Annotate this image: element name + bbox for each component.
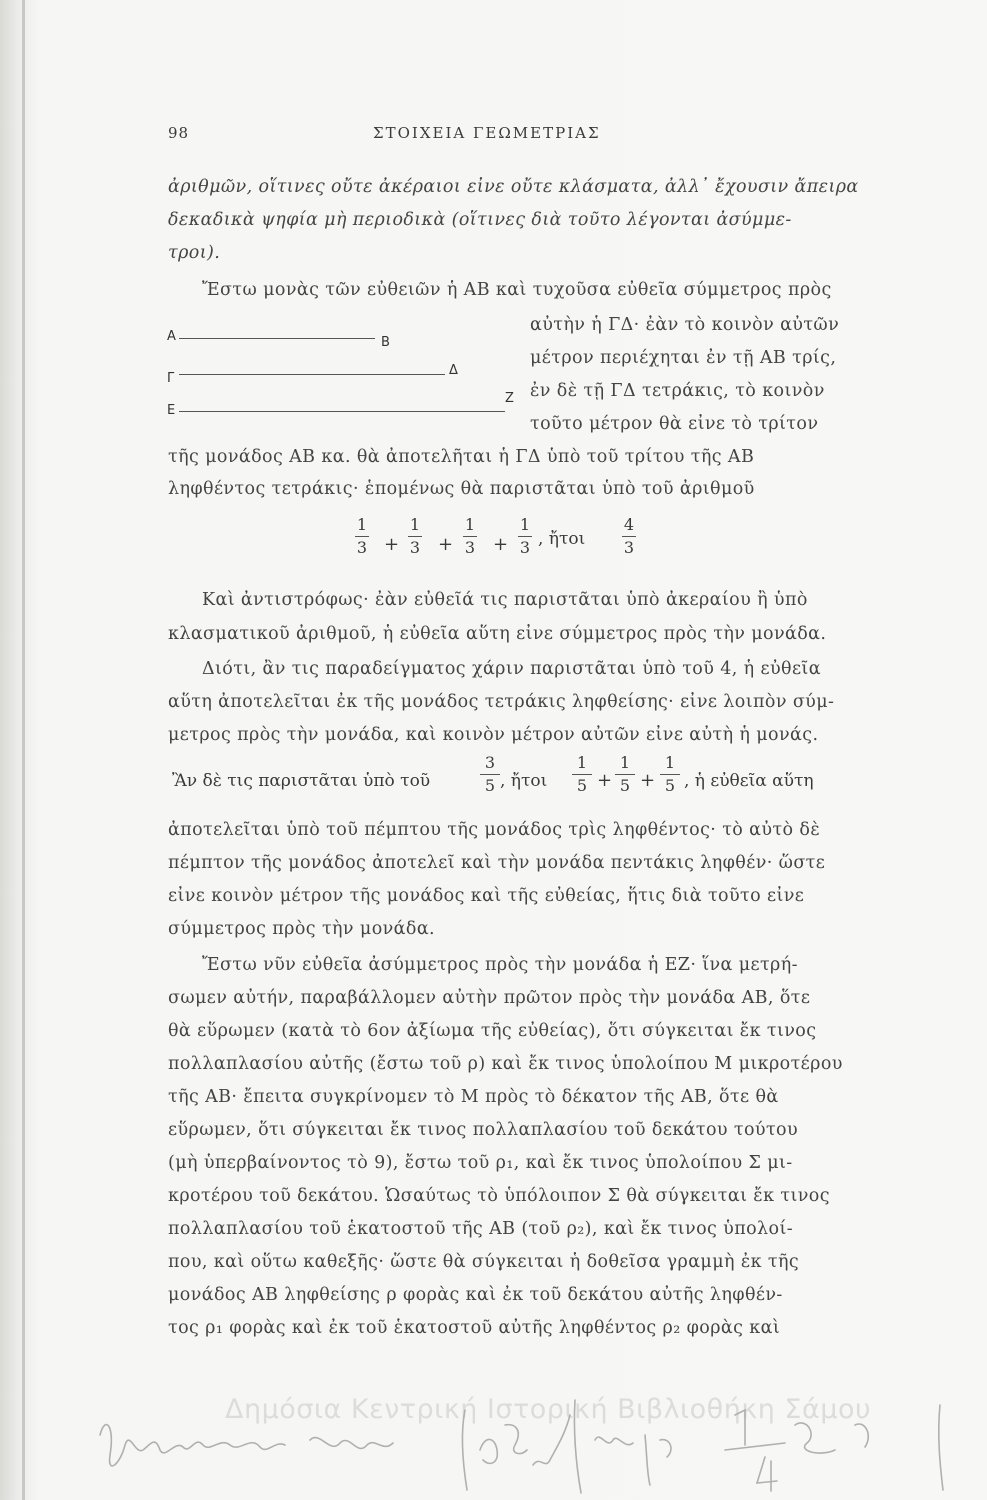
fraction: 1 3 [409, 515, 421, 557]
fraction: 1 3 [519, 515, 531, 557]
text-line: κλασματικοῦ ἀριθμοῦ, ἡ εὐθεῖα αὕτη εἶνε σύμμετρος πρὸς τὴν μονάδα. [168, 624, 827, 644]
text-line: τῆς ΑΒ· ἔπειτα συγκρίνομεν τὸ Μ πρὸς τὸ δέκατον τῆς ΑΒ, ὅτε θὰ [168, 1087, 779, 1107]
text-line: μέτρον περιέχηται ἐν τῇ ΑΒ τρίς, [530, 348, 837, 368]
page-number: 98 [168, 124, 190, 142]
text-line: εὕρωμεν, ὅτι σύγκειται ἔκ τινος πολλαπλασίου τοῦ δεκάτου τούτου [168, 1120, 799, 1140]
text-line: (μὴ ὑπερβαίνοντος τὸ 9), ἔστω τοῦ ρ₁, καὶ ἔκ τινος ὑπολοίπου Σ μι- [168, 1153, 793, 1173]
equation-text: , ἤτοι [538, 529, 586, 549]
label-a: Α [167, 329, 176, 344]
plus-sign: + [597, 770, 613, 791]
fraction: 3 5 [480, 753, 500, 796]
fraction: 1 3 [464, 515, 476, 557]
equation-four-thirds [350, 515, 750, 575]
text-line: τοῦτο μέτρον θὰ εἶνε τὸ τρίτον [530, 414, 819, 434]
text-line: εἶνε κοινὸν μέτρον τῆς μονάδος καὶ τῆς εὐθείας, ἥτις διὰ τοῦτο εἶνε [168, 886, 805, 906]
plus-sign: + [640, 770, 656, 791]
text-line: θὰ εὕρωμεν (κατὰ τὸ 6ον ἀξίωμα τῆς εὐθείας), ὅτι σύγκειται ἔκ τινος [168, 1021, 817, 1041]
text-line: αὐτὴν ἡ ΓΔ· ἐὰν τὸ κοινὸν αὐτῶν [530, 315, 840, 335]
handwritten-annotation [95, 1395, 975, 1495]
text-line: πέμπτον τῆς μονάδος ἀποτελεῖ καὶ τὴν μονάδα πεντάκις ληφθέν· ὥστε [168, 853, 826, 873]
text-line: μονάδος ΑΒ ληφθείσης ρ φορὰς καὶ ἐκ τοῦ δεκάτου αὐτῆς ληφθέν- [168, 1285, 783, 1305]
fraction-result: 4 3 [623, 515, 635, 557]
segments-figure [165, 325, 525, 430]
text-line: πολλαπλασίου αὐτῆς (ἔστω τοῦ ρ) καὶ ἔκ τινος ὑπολοίπου Μ μικροτέρου [168, 1054, 843, 1074]
segment-ez [179, 411, 505, 412]
equation-text: , ἤτοι [500, 771, 548, 791]
plus-sign: + [384, 534, 400, 555]
text-line: Καὶ ἀντιστρόφως· ἐὰν εὐθεῖά τις παριστᾶται ὑπὸ ἀκεραίου ἢ ὑπὸ [202, 590, 808, 610]
text-line: τῆς μονάδος ΑΒ κα. θὰ ἀποτελῆται ἡ ΓΔ ὑπὸ τοῦ τρίτου τῆς ΑΒ [168, 447, 755, 467]
label-z: Ζ [505, 391, 514, 406]
equation-text: Ἂν δὲ τις παριστᾶται ὑπὸ τοῦ [172, 771, 431, 791]
fraction: 1 5 [615, 753, 635, 796]
text-line: τροι). [168, 243, 221, 263]
plus-sign: + [438, 534, 454, 555]
text-line: Διότι, ἂν τις παραδείγματος χάριν παριστᾶται ὑπὸ τοῦ 4, ἡ εὐθεῖα [202, 659, 821, 679]
fraction: 1 5 [660, 753, 680, 796]
text-line: δεκαδικὰ ψηφία μὴ περιοδικὰ (οἵτινες διὰ τοῦτο λέγονται ἀσύμμε- [168, 210, 792, 230]
text-line: που, καὶ οὕτω καθεξῆς· ὥστε θὰ σύγκειται ἡ δοθεῖσα γραμμὴ ἐκ τῆς [168, 1252, 800, 1272]
text-line: ἀποτελεῖται ὑπὸ τοῦ πέμπτου τῆς μονάδος τρὶς ληφθέντος· τὸ αὐτὸ δὲ [168, 820, 821, 840]
text-line: μετρος πρὸς τὴν μονάδα, καὶ κοινὸν μέτρον αὐτῶν εἶνε αὐτὴ ἡ μονάς. [168, 725, 819, 745]
library-watermark: Δημόσια Κεντρική Ιστορική Βιβλιοθήκη Σάμου [225, 1394, 872, 1425]
text-line: σωμεν αὐτήν, παραβάλλομεν αὐτὴν πρῶτον πρὸς τὴν μονάδα ΑΒ, ὅτε [168, 988, 811, 1008]
equation-three-fifths [0, 748, 987, 808]
label-b: Β [381, 335, 390, 350]
text-line: Ἔστω νῦν εὐθεῖα ἀσύμμετρος πρὸς τὴν μονάδα ἡ ΕΖ· ἵνα μετρή- [202, 955, 798, 975]
fraction: 1 5 [572, 753, 592, 796]
text-line: ἀριθμῶν, οἵτινες οὔτε ἀκέραιοι εἶνε οὔτε κλάσματα, ἀλλ᾽ ἔχουσιν ἄπειρα [168, 177, 859, 197]
fraction: 1 3 [356, 515, 368, 557]
running-header [168, 124, 898, 148]
text-line: Ἔστω μονὰς τῶν εὐθειῶν ἡ ΑΒ καὶ τυχοῦσα εὐθεῖα σύμμετρος πρὸς [202, 280, 832, 300]
equation-text: , ἡ εὐθεῖα αὕτη [684, 771, 814, 791]
text-line: αὕτη ἀποτελεῖται ἐκ τῆς μονάδος τετράκις ληφθείσης· εἶνε λοιπὸν σύμ- [168, 692, 835, 712]
text-line: κροτέρου τοῦ δεκάτου. Ὡσαύτως τὸ ὑπόλοιπον Σ θὰ σύγκειται ἔκ τινος [168, 1186, 830, 1206]
text-line: ληφθέντος τετράκις· ἑπομένως θὰ παριστᾶται ὑπὸ τοῦ ἀριθμοῦ [168, 479, 755, 499]
text-line: τος ρ₁ φορὰς καὶ ἐκ τοῦ ἑκατοστοῦ αὐτῆς ληφθέντος ρ₂ φορὰς καὶ [168, 1318, 781, 1338]
text-line: πολλαπλασίου τοῦ ἑκατοστοῦ τῆς ΑΒ (τοῦ ρ₂), καὶ ἔκ τινος ὑπολοί- [168, 1219, 794, 1239]
text-line: σύμμετρος πρὸς τὴν μονάδα. [168, 919, 436, 939]
text-line: ἐν δὲ τῇ ΓΔ τετράκις, τὸ κοινὸν [530, 381, 825, 401]
label-g: Γ [167, 371, 175, 386]
label-d: Δ [449, 363, 458, 378]
segment-gd [179, 374, 445, 375]
segment-ab [179, 338, 375, 339]
book-title: ΣΤΟΙΧΕΙΑ ΓΕΩΜΕΤΡΙΑΣ [373, 124, 601, 142]
label-e: Ε [167, 403, 176, 418]
plus-sign: + [493, 534, 509, 555]
